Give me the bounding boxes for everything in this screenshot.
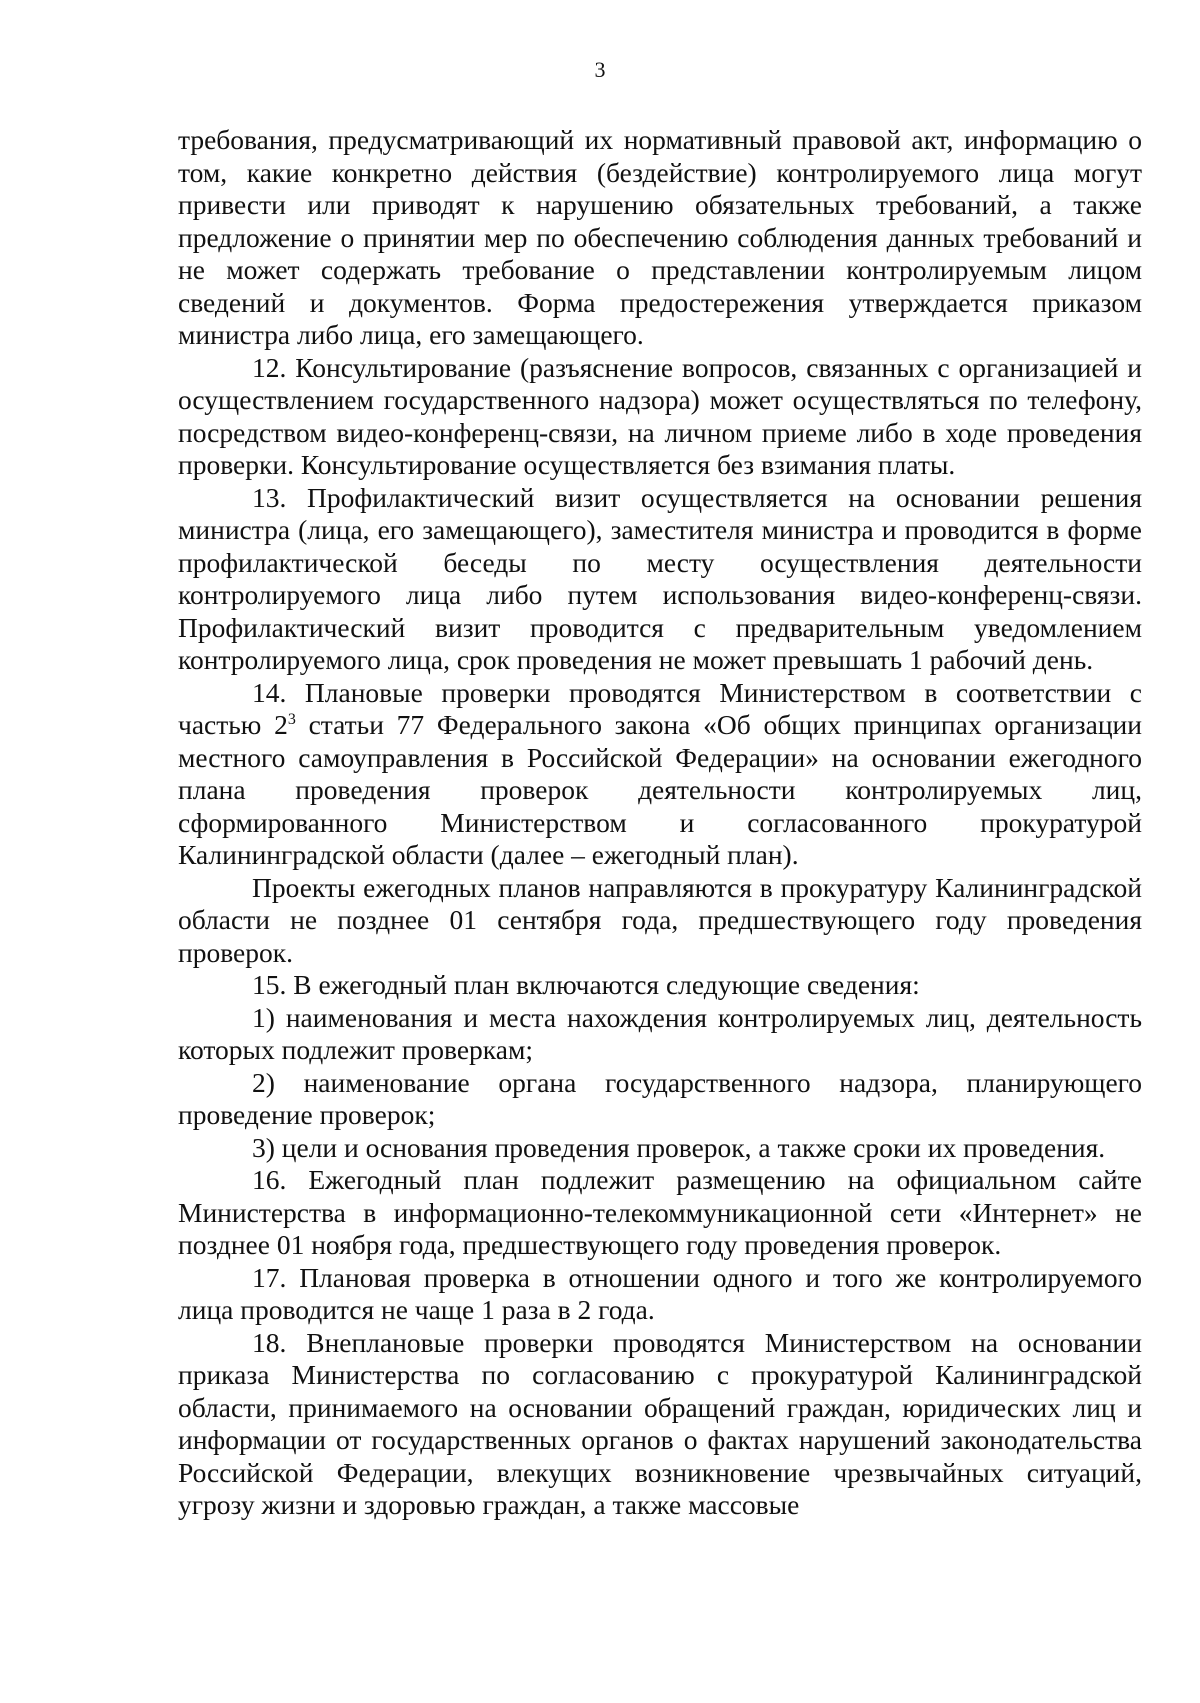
document-body bbox=[178, 124, 1142, 1522]
paragraph-14-text-rest: статьи 77 Федерального закона «Об общих принципах организации местного самоуправления в Российской Федерации» на основании ежегодного плана проведения проверок деятельности контролируемых лиц, сформированного Министерством и согласованного прокуратурой Калининградской области (далее – ежегодный план). bbox=[178, 709, 1142, 870]
page-number: 3 bbox=[594, 57, 606, 82]
list-item-15-3: 3) цели и основания проведения проверок, а также сроки их проведения. bbox=[252, 1131, 1106, 1163]
paragraph-18: 18. Внеплановые проверки проводятся Министерством на основании приказа Министерства по согласованию с прокуратурой Калининградской области, принимаемого на основании обращений граждан, юридических лиц и информации от государственных органов о фактах нарушений законодательства Российской Федерации, влекущих возникновение чрезвычайных ситуаций, угрозу жизни и здоровью граждан, а также массовые bbox=[178, 1326, 1142, 1520]
paragraph-13: 13. Профилактический визит осуществляется на основании решения министра (лица, его замещающего), заместителя министра и проводится в форме профилактической беседы по месту осуществления деятельности контролируемого лица либо путем использования видео-конференц-связи. Профилактический визит проводится с предварительным уведомлением контролируемого лица, срок проведения не может превышать 1 рабочий день. bbox=[178, 481, 1142, 675]
paragraph-14-second: Проекты ежегодных планов направляются в прокуратуру Калининградской области не позднее 01 сентября года, предшествующего году проведения проверок. bbox=[178, 871, 1142, 968]
paragraph-continuation: требования, предусматривающий их нормативный правовой акт, информацию о том, какие конкретно действия (бездействие) контролируемого лица могут привести или приводят к нарушению обязательных требований, а также предложение о принятии мер по обеспечению соблюдения данных требований и не может содержать требование о представлении контролируемым лицом сведений и документов. Форма предостережения утверждается приказом министра либо лица, его замещающего. bbox=[178, 124, 1142, 350]
paragraph-14-text: 14. Плановые проверки проводятся Министерством в соответствии с частью 2 bbox=[178, 676, 1142, 740]
paragraph-17: 17. Плановая проверка в отношении одного и того же контролируемого лица проводится не чаще 1 раза в 2 года. bbox=[178, 1261, 1142, 1325]
list-item-15-1: 1) наименования и места нахождения контролируемых лиц, деятельность которых подлежит проверкам; bbox=[178, 1001, 1142, 1065]
paragraph-12: 12. Консультирование (разъяснение вопросов, связанных с организацией и осуществлением государственного надзора) может осуществляться по телефону, посредством видео-конференц-связи, на личном приеме либо в ходе проведения проверки. Консультирование осуществляется без взимания платы. bbox=[178, 351, 1142, 480]
paragraph-15: 15. В ежегодный план включаются следующие сведения: bbox=[252, 969, 920, 1000]
superscript: 3 bbox=[287, 710, 296, 728]
paragraph-14 bbox=[178, 677, 1142, 872]
list-item-15-2: 2) наименование органа государственного надзора, планирующего проведение проверок; bbox=[178, 1066, 1142, 1130]
paragraph-16: 16. Ежегодный план подлежит размещению на официальном сайте Министерства в информационно-телекоммуникационной сети «Интернет» не позднее 01 ноября года, предшествующего году проведения проверок. bbox=[178, 1164, 1142, 1260]
